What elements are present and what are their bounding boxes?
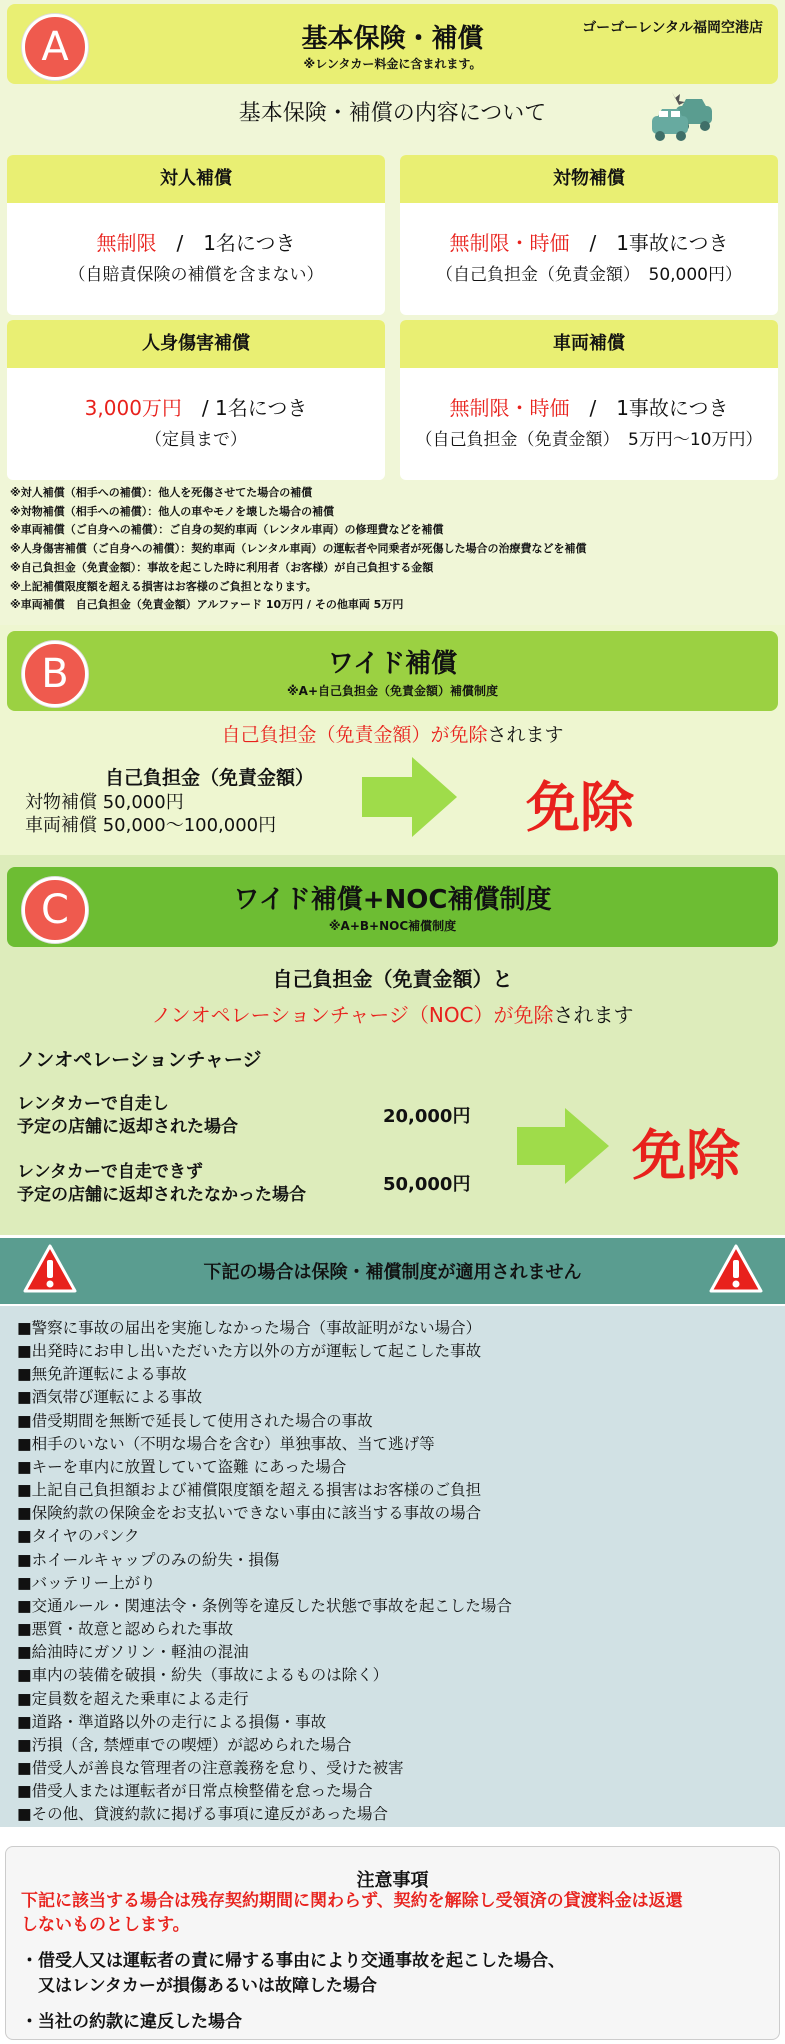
note-line: ※上記補償限度額を超える損害はお客様のご負担となります。 <box>10 579 317 593</box>
card-value-rest: / 1事故につき <box>569 231 729 255</box>
notice-bullet <box>21 1949 565 1999</box>
lead-red: ノンオペレーションチャージ（NOC）が免除 <box>151 1003 554 1027</box>
list-item: ■交通ルール・関連法令・条例等を違反した状態で事故を起こした場合 <box>17 1596 512 1615</box>
note-line: ※対物補償（相手への補償）：他人の車やモノを壊した場合の補償 <box>10 504 335 518</box>
notice-warning-line: 下記に該当する場合は残存契約期間に関わらず、契約を解除し受領済の貸渡料金は返還 <box>21 1891 683 1911</box>
noc-title: ノンオペレーションチャージ <box>17 1049 262 1071</box>
card-bodily-injury <box>7 155 385 315</box>
wide-coverage-title: ワイド補償 <box>327 649 458 679</box>
card-title: 対人補償 <box>7 155 385 203</box>
deductible-title: 自己負担金（免責金額） <box>105 767 315 789</box>
wide-noc-lead1: 自己負担金（免責金額）と <box>272 967 513 991</box>
list-item: ■定員数を超えた乗車による走行 <box>17 1689 249 1708</box>
notice-warning-line: しないものとします。 <box>21 1915 190 1935</box>
notice-title: 注意事項 <box>356 1870 429 1891</box>
note-line: ※対人補償（相手への補償）：他人を死傷させてた場合の補償 <box>10 486 313 499</box>
lead-rest: されます <box>487 724 564 746</box>
noc-price: 50,000円 <box>383 1174 471 1195</box>
list-item: ■保険約款の保険金をお支払いできない事由に該当する事故の場合 <box>17 1504 482 1523</box>
wide-noc-lead2 <box>0 999 785 1028</box>
wide-noc-title: ワイド補償+NOC補償制度 <box>233 885 552 915</box>
list-item: ■タイヤのパンク <box>17 1527 140 1546</box>
arrow-right-icon <box>517 1108 609 1184</box>
card-value-red: 無制限・時価 <box>449 396 570 420</box>
basic-insurance-heading: 基本保険・補償の内容について <box>238 101 547 126</box>
section-a-badge: A <box>22 14 88 80</box>
card-value-rest: / 1名につき <box>156 231 296 255</box>
list-item: ■借受期間を無断で延長して使用された場合の事故 <box>17 1411 373 1430</box>
list-item: ■バッテリー上がり <box>17 1573 156 1592</box>
note-line: ※車両補償（ご自身への補償）：ご自身の契約車両（レンタル車両）の修理費などを補償 <box>10 523 444 537</box>
wide-noc-subtitle: ※A+B+NOC補償制度 <box>328 919 457 933</box>
list-item: ■借受人または運転者が日常点検整備を怠った場合 <box>17 1782 373 1801</box>
list-item: ■給油時にガソリン・軽油の混油 <box>17 1643 249 1662</box>
noc-price: 20,000円 <box>383 1106 471 1127</box>
card-note: （自賠責保険の補償を含まない） <box>68 265 324 285</box>
card-note: （自己負担金（免責金額） 5万円〜10万円） <box>415 430 763 450</box>
list-item: ■ホイールキャップのみの紛失・損傷 <box>17 1550 280 1569</box>
exempt-label: 免除 <box>526 776 634 839</box>
section-notice <box>5 1846 780 2040</box>
noc-item-not-drivable <box>17 1161 306 1207</box>
card-value-red: 無制限・時価 <box>449 231 570 255</box>
card-title: 人身傷害補償 <box>7 320 385 368</box>
notice-bullet-line: ・借受人又は運転者の責に帰する事由により交通事故を起こした場合、 <box>21 1951 565 1971</box>
section-wide-noc <box>0 855 785 1235</box>
deductible-vehicle: 車両補償 50,000〜100,000円 <box>25 815 277 836</box>
lead-rest: されます <box>553 1003 634 1027</box>
wide-coverage-lead <box>0 720 785 747</box>
notice-warning-text <box>21 1889 769 1937</box>
section-wide-coverage <box>0 625 785 855</box>
list-item: ■警察に事故の届出を実施しなかった場合（事故証明がない場合） <box>17 1319 482 1337</box>
card-property-damage <box>400 155 778 315</box>
list-item: ■相手のいない（不明な場合を含む）単独事故、当て逃げ等 <box>17 1434 435 1453</box>
card-vehicle <box>400 320 778 480</box>
list-item: ■無免許運転による事故 <box>17 1365 187 1384</box>
noc-item-line: 予定の店舗に返却された場合 <box>17 1117 238 1137</box>
notice-bullet: ・当社の約款に違反した場合 <box>21 2012 242 2032</box>
section-b-badge: B <box>22 641 88 707</box>
list-item: ■道路・準道路以外の走行による損傷・事故 <box>17 1712 327 1731</box>
card-title: 車両補償 <box>400 320 778 368</box>
car-accident-icon <box>650 88 714 144</box>
card-value-red: 3,000万円 <box>84 396 182 420</box>
card-title: 対物補償 <box>400 155 778 203</box>
arrow-right-icon <box>362 757 457 837</box>
noc-item-line: レンタカーで自走し <box>17 1094 169 1114</box>
noc-item-line: 予定の店舗に返却されたなかった場合 <box>17 1185 306 1205</box>
exempt-label: 免除 <box>632 1124 740 1187</box>
noc-item-self-driven <box>17 1093 238 1139</box>
note-line: ※人身傷害補償（ご自身への補償）：契約車両（レンタル車両）の運転者や同乗者が死傷した場合の治療費などを補償 <box>10 542 587 556</box>
list-item: ■酒気帯び運転による事故 <box>17 1388 203 1407</box>
card-value-red: 無制限 <box>96 231 157 255</box>
note-line: ※自己負担金（免責金額）：事故を起こした時に利用者（お客様）が自己負担する金額 <box>10 560 434 574</box>
warning-triangle-icon <box>708 1243 764 1295</box>
notice-bullet-line: 又はレンタカーが損傷あるいは故障した場合 <box>21 1976 377 1996</box>
list-item: ■汚損（含, 禁煙車での喫煙）が認められた場合 <box>17 1735 352 1754</box>
basic-insurance-notes <box>10 484 586 615</box>
card-note: （自己負担金（免責金額） 50,000円） <box>436 265 742 285</box>
wide-coverage-subtitle: ※A+自己負担金（免責金額）補償制度 <box>286 684 498 698</box>
list-item: ■キーを車内に放置していて盗難 にあった場合 <box>17 1457 347 1476</box>
card-value-rest: / 1事故につき <box>569 396 729 420</box>
list-item: ■出発時にお申し出いただいた方以外の方が運転して起こした事故 <box>17 1342 482 1361</box>
list-item: ■車内の装備を破損・紛失（事故によるものは除く） <box>17 1666 389 1685</box>
list-item: ■借受人が善良な管理者の注意義務を怠り、受けた被害 <box>17 1758 404 1777</box>
section-basic-insurance <box>0 0 785 625</box>
card-personal-injury <box>7 320 385 480</box>
store-name: ゴーゴーレンタル福岡空港店 <box>582 20 763 36</box>
basic-insurance-subtitle: ※レンタカー料金に含まれます。 <box>303 57 482 71</box>
deductible-property: 対物補償 50,000円 <box>25 792 184 813</box>
note-line: ※車両補償 自己負担金（免責金額）アルファード 10万円 / その他車両 5万円 <box>10 598 404 612</box>
card-note: （定員まで） <box>145 430 247 450</box>
section-c-badge: C <box>22 877 88 943</box>
section-exclusions <box>0 1235 785 1835</box>
list-item: ■悪質・故意と認められた事故 <box>17 1620 234 1639</box>
list-item: ■その他、貸渡約款に掲げる事項に違反があった場合 <box>17 1805 388 1824</box>
exclusions-list <box>17 1317 512 1826</box>
basic-insurance-title: 基本保険・補償 <box>301 24 484 54</box>
list-item: ■上記自己負担額および補償限度額を超える損害はお客様のご負担 <box>17 1481 482 1500</box>
noc-item-line: レンタカーで自走できず <box>17 1162 203 1182</box>
exclusions-title: 下記の場合は保険・補償制度が適用されません <box>203 1262 582 1283</box>
card-value-rest: / 1名につき <box>181 396 308 420</box>
lead-red: 自己負担金（免責金額）が免除 <box>221 724 488 746</box>
